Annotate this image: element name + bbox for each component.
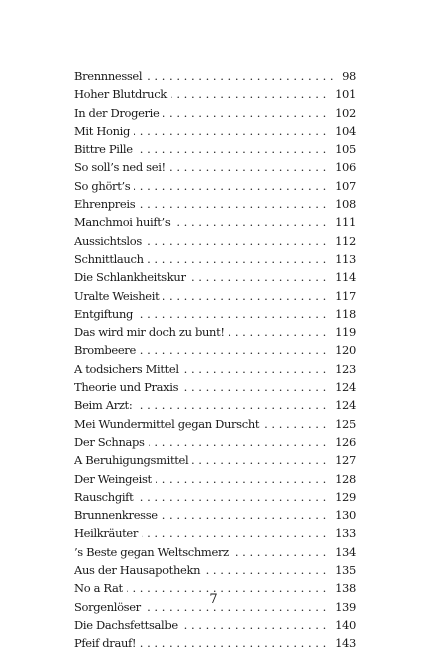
toc-entry-page: 139 (331, 598, 356, 616)
toc-entry-page: 143 (331, 634, 356, 652)
toc-entry (74, 341, 356, 359)
toc-entry-title: . . . Der Weingeist (74, 470, 156, 488)
toc-entry-page: 114 (331, 268, 356, 286)
toc-entry-page: 102 (331, 104, 356, 122)
toc-entry (74, 250, 356, 268)
toc-entry (74, 122, 356, 140)
toc-entry (74, 634, 356, 652)
toc-entry (74, 213, 356, 231)
toc-entry (74, 305, 356, 323)
toc-entry-page: 119 (331, 323, 356, 341)
toc-entry-page: 118 (331, 305, 356, 323)
toc-entry-page: 134 (331, 543, 356, 561)
toc-entry-page: 120 (331, 341, 356, 359)
toc-entry (74, 524, 356, 542)
toc-entry (74, 470, 356, 488)
toc-entry-page: 124 (331, 378, 356, 396)
toc-entry-title: . . . Mei Wundermittel gegan Durscht (74, 415, 263, 433)
toc-entry-page: 105 (331, 140, 356, 158)
toc-entry-page: 140 (331, 616, 356, 634)
toc-entry-title: . . . Sorgenlöser (74, 598, 145, 616)
toc-entry-page: 130 (331, 506, 356, 524)
toc-entry (74, 415, 356, 433)
toc-entry-title: . . . ’s Beste gegan Weltschmerz (74, 543, 233, 561)
toc-entry (74, 287, 356, 305)
toc-entry-page: 128 (331, 470, 356, 488)
toc-entry-page: 138 (331, 579, 356, 597)
toc-entry-title: . . . Schnittlauch (74, 250, 148, 268)
toc-entry-page: 133 (331, 524, 356, 542)
toc-entry-page: 107 (331, 177, 356, 195)
toc-entry-title: . . . In der Drogerie (74, 104, 163, 122)
toc-entry-page: 104 (331, 122, 356, 140)
toc-entry (74, 433, 356, 451)
toc-entry (74, 396, 356, 414)
toc-entry-page: 129 (331, 488, 356, 506)
toc-entry-title: . . . Heilkräuter (74, 524, 142, 542)
toc-entry (74, 67, 356, 85)
toc-entry-page: 135 (331, 561, 356, 579)
toc-entry-title: . . . Die Dachsfettsalbe (74, 616, 182, 634)
toc-entry-title: . . . Beim Arzt: (74, 396, 136, 414)
toc-entry-title: . . . So ghört’s (74, 177, 134, 195)
toc-entry (74, 268, 356, 286)
toc-entry (74, 616, 356, 634)
toc-entry (74, 177, 356, 195)
toc-entry-page: 117 (331, 287, 356, 305)
toc-entry (74, 506, 356, 524)
toc-entry-title: . . . Pfeif drauf! (74, 634, 140, 652)
toc-entry-title: . . . Mit Honig (74, 122, 134, 140)
toc-entry (74, 488, 356, 506)
toc-entry (74, 85, 356, 103)
toc-entry-title: . . . Manchmoi huift’s (74, 213, 174, 231)
toc-entry-title: . . . Entgiftung (74, 305, 137, 323)
toc-entry (74, 323, 356, 341)
toc-entry-page: 101 (331, 85, 356, 103)
toc-entry-page: 125 (331, 415, 356, 433)
toc-entry-page: 108 (331, 195, 356, 213)
toc-entry (74, 104, 356, 122)
table-of-contents (74, 67, 356, 653)
page-number: 7 (209, 592, 218, 607)
toc-entry-title: . . . Das wird mir doch zu bunt! (74, 323, 229, 341)
toc-entry-page: 111 (331, 213, 356, 231)
toc-entry-page: 123 (331, 360, 356, 378)
toc-entry-title: . . . Brombeere (74, 341, 140, 359)
toc-entry (74, 140, 356, 158)
toc-entry-page: 106 (331, 158, 356, 176)
toc-entry (74, 451, 356, 469)
toc-entry-title: . . . Hoher Blutdruck (74, 85, 171, 103)
toc-entry-title: . . . Brunnenkresse (74, 506, 162, 524)
toc-entry-page: 112 (331, 232, 356, 250)
toc-entry-page: 98 (338, 67, 356, 85)
toc-entry (74, 195, 356, 213)
toc-entry-title: . . . Der Schnaps (74, 433, 149, 451)
toc-entry-page: 113 (331, 250, 356, 268)
toc-entry-title: . . . Rauschgift (74, 488, 137, 506)
toc-entry (74, 561, 356, 579)
toc-entry-title: . . . Brennnessel (74, 67, 146, 85)
toc-entry (74, 543, 356, 561)
toc-entry-title: . . . Aussichtslos (74, 232, 146, 250)
toc-entry-title: . . . A todsichers Mittel (74, 360, 183, 378)
toc-entry (74, 158, 356, 176)
toc-entry-title: . . . Ehrenpreis (74, 195, 139, 213)
toc-entry-page: 127 (331, 451, 356, 469)
toc-entry-title: . . . No a Rat (74, 579, 127, 597)
toc-entry-title: . . . Die Schlankheitskur (74, 268, 190, 286)
toc-entry-title: . . . So soll’s ned sei! (74, 158, 170, 176)
toc-entry-title: . . . Theorie und Praxis (74, 378, 182, 396)
toc-entry-title: . . . Bittre Pille (74, 140, 137, 158)
toc-entry-page: 124 (331, 396, 356, 414)
toc-entry-title: . . . A Beruhigungsmittel (74, 451, 192, 469)
toc-entry-title: . . . Uralte Weisheit (74, 287, 163, 305)
toc-entry-page: 126 (331, 433, 356, 451)
toc-entry (74, 360, 356, 378)
toc-entry-title: . . . Aus der Hausapothekn (74, 561, 204, 579)
toc-entry (74, 232, 356, 250)
toc-entry (74, 378, 356, 396)
